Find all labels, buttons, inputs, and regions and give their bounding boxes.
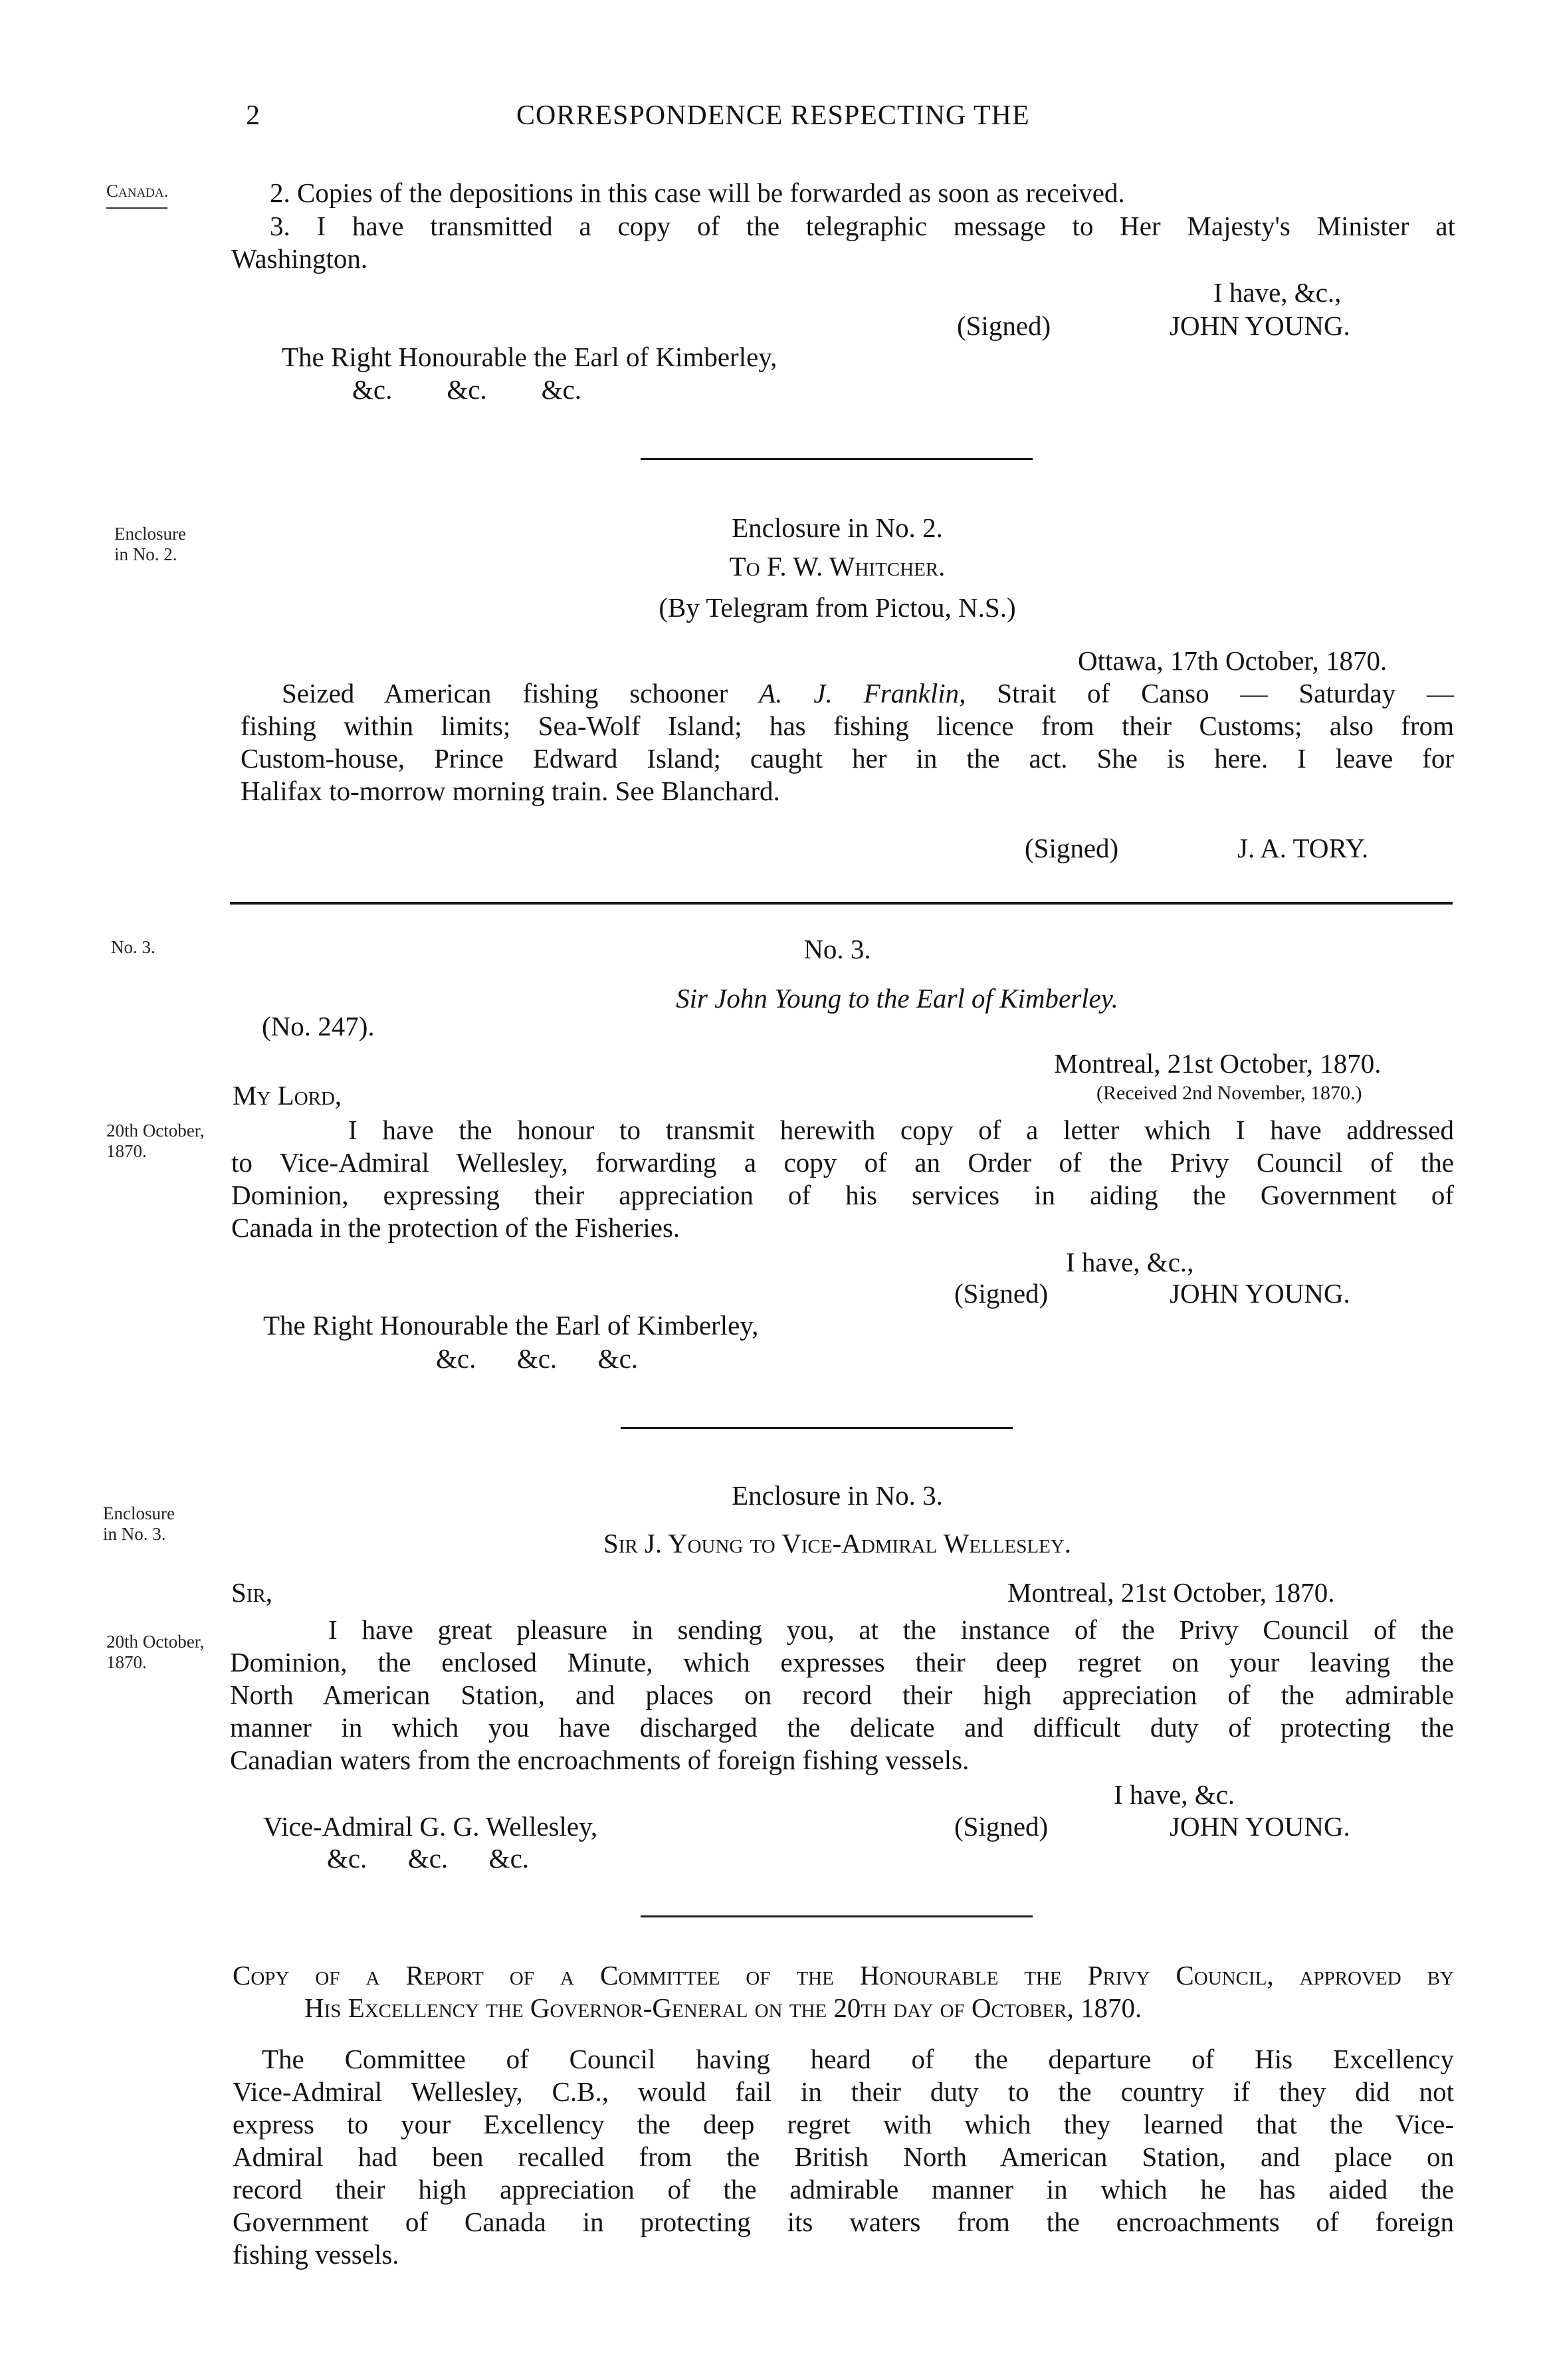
paragraph-line: 3. I have transmitted a copy of the telegraphic message to Her Majesty's Minister at	[270, 211, 1455, 241]
paragraph-line: fishing vessels.	[233, 2239, 399, 2270]
paragraph-line: manner in which you have discharged the delicate and difficult duty of protecting the	[230, 1712, 1454, 1743]
salutation: Sir,	[231, 1577, 273, 1608]
signer: JOHN YOUNG.	[1170, 310, 1350, 341]
signed-label: (Signed)	[954, 1278, 1049, 1309]
margin-note-date-b	[106, 1632, 204, 1673]
paragraph-line: Halifax to-morrow morning train. See Blanchard.	[241, 776, 780, 806]
margin-note-line: 20th October,	[106, 1121, 205, 1140]
addressee: The Right Honourable the Earl of Kimberley,	[263, 1310, 759, 1341]
margin-note-dash	[106, 207, 167, 209]
enclosure-2-via: (By Telegram from Pictou, N.S.)	[659, 592, 1016, 623]
signed-label: (Signed)	[1025, 833, 1119, 863]
paragraph-line: Custom-house, Prince Edward Island; caught her in the act. She is here. I leave for	[241, 743, 1454, 774]
enclosure-3-body	[230, 1614, 1454, 1777]
margin-note-line: 1870.	[106, 1652, 147, 1672]
signer: J. A. TORY.	[1237, 833, 1369, 863]
addressee: Vice-Admiral G. G. Wellesley,	[263, 1811, 598, 1842]
margin-note-enclosure-no2	[114, 524, 186, 565]
paragraph-line: Dominion, expressing their appreciation of his services in aiding the Government of	[231, 1180, 1454, 1210]
ship-name: A. J. Franklin,	[759, 678, 966, 708]
page-number: 2	[246, 100, 260, 131]
signed-label: (Signed)	[957, 310, 1051, 341]
enclosure-2-body	[241, 677, 1454, 808]
addressee: The Right Honourable the Earl of Kimberley,	[282, 342, 777, 372]
divider	[641, 458, 1033, 460]
addressee-etc: &c. &c. &c.	[352, 374, 582, 405]
margin-note-line: 1870.	[106, 1141, 147, 1161]
enclosure-2-heading: Enclosure in No. 2.	[732, 512, 943, 543]
margin-note-canada: Canada.	[106, 181, 169, 201]
closing: I have, &c.,	[1213, 277, 1342, 308]
divider	[641, 1915, 1033, 1917]
text-run: Strait of Canso — Saturday —	[966, 678, 1454, 708]
paragraph-line: Dominion, the enclosed Minute, which expresses their deep regret on your leaving the	[230, 1647, 1454, 1677]
paragraph-2: 2. Copies of the depositions in this case will be forwarded as soon as received.	[270, 177, 1125, 208]
despatch-number: (No. 247).	[262, 1011, 375, 1041]
report-body	[233, 2043, 1454, 2271]
paragraph-line	[241, 677, 1454, 710]
margin-note-line: Enclosure	[114, 524, 186, 544]
salutation: My Lord,	[233, 1080, 342, 1111]
paragraph-line: The Committee of Council having heard of the departure of His Excellency	[262, 2044, 1454, 2074]
margin-note-line: in No. 2.	[114, 544, 177, 564]
enclosure-3-title: Sir J. Young to Vice-Admiral Wellesley.	[603, 1528, 1072, 1559]
divider	[230, 902, 1453, 905]
enclosure-2-dateline: Ottawa, 17th October, 1870.	[1078, 645, 1388, 676]
no3-number: No. 3.	[803, 934, 871, 964]
margin-note-line: in No. 3.	[103, 1524, 166, 1544]
paragraph-line: I have the honour to transmit herewith copy of a letter which I have addressed	[348, 1115, 1454, 1145]
paragraph-line: to Vice-Admiral Wellesley, forwarding a copy of an Order of the Privy Council of the	[231, 1147, 1454, 1178]
no3-body	[231, 1114, 1454, 1244]
margin-note-line: Enclosure	[103, 1503, 175, 1523]
signer: JOHN YOUNG.	[1170, 1811, 1350, 1842]
no3-title: Sir John Young to the Earl of Kimberley.	[676, 983, 1118, 1014]
paragraph-line: Admiral had been recalled from the British North American Station, and place on	[233, 2141, 1454, 2172]
text-run: Seized American fishing schooner	[282, 678, 760, 708]
margin-note-date-a	[106, 1121, 204, 1162]
margin-note-enclosure-no3	[103, 1503, 175, 1545]
addressee-etc: &c. &c. &c.	[327, 1843, 530, 1874]
paragraph-line: Canadian waters from the encroachments of foreign fishing vessels.	[230, 1745, 970, 1775]
report-title	[233, 1959, 1454, 1992]
paragraph-line: Canada in the protection of the Fisheries.	[231, 1212, 680, 1243]
divider	[621, 1427, 1013, 1429]
paragraph-line: fishing within limits; Sea-Wolf Island; has fishing licence from their Customs; also from	[241, 710, 1454, 741]
enclosure-3-heading: Enclosure in No. 3.	[732, 1480, 943, 1511]
paragraph-line: Government of Canada in protecting its waters from the encroachments of foreign	[233, 2207, 1454, 2237]
paragraph-line: Washington.	[231, 243, 368, 274]
signed-label: (Signed)	[954, 1811, 1049, 1842]
margin-note-no3: No. 3.	[111, 937, 155, 957]
enclosure-2-to: To F. W. Whitcher.	[729, 551, 946, 582]
paragraph-line: North American Station, and places on record their high appreciation of the admirable	[230, 1679, 1454, 1710]
paragraph-line: Vice-Admiral Wellesley, C.B., would fail in their duty to the country if they did not	[233, 2076, 1454, 2107]
report-title-line: Copy of a Report of a Committee of the Honourable the Privy Council, approved by	[233, 1960, 1454, 1991]
paragraph-3	[231, 210, 1455, 275]
addressee-etc: &c. &c. &c.	[436, 1343, 639, 1374]
closing: I have, &c.	[1114, 1779, 1235, 1810]
margin-note-line: 20th October,	[106, 1632, 205, 1652]
report-title-line: His Excellency the Governor-General on the 20th day of October, 1870.	[304, 1993, 1142, 2023]
running-title: CORRESPONDENCE RESPECTING THE	[516, 100, 1030, 131]
received-date: (Received 2nd November, 1870.)	[1096, 1082, 1362, 1104]
paragraph-line: I have great pleasure in sending you, at the instance of the Privy Council of the	[328, 1614, 1454, 1645]
paragraph-line: record their high appreciation of the admirable manner in which he has aided the	[233, 2174, 1454, 2205]
paragraph-line: express to your Excellency the deep regret with which they learned that the Vice-	[233, 2109, 1454, 2139]
no3-dateline: Montreal, 21st October, 1870.	[1054, 1048, 1382, 1079]
enclosure-3-dateline: Montreal, 21st October, 1870.	[1007, 1577, 1335, 1608]
signer: JOHN YOUNG.	[1170, 1278, 1350, 1309]
closing: I have, &c.,	[1066, 1247, 1194, 1277]
